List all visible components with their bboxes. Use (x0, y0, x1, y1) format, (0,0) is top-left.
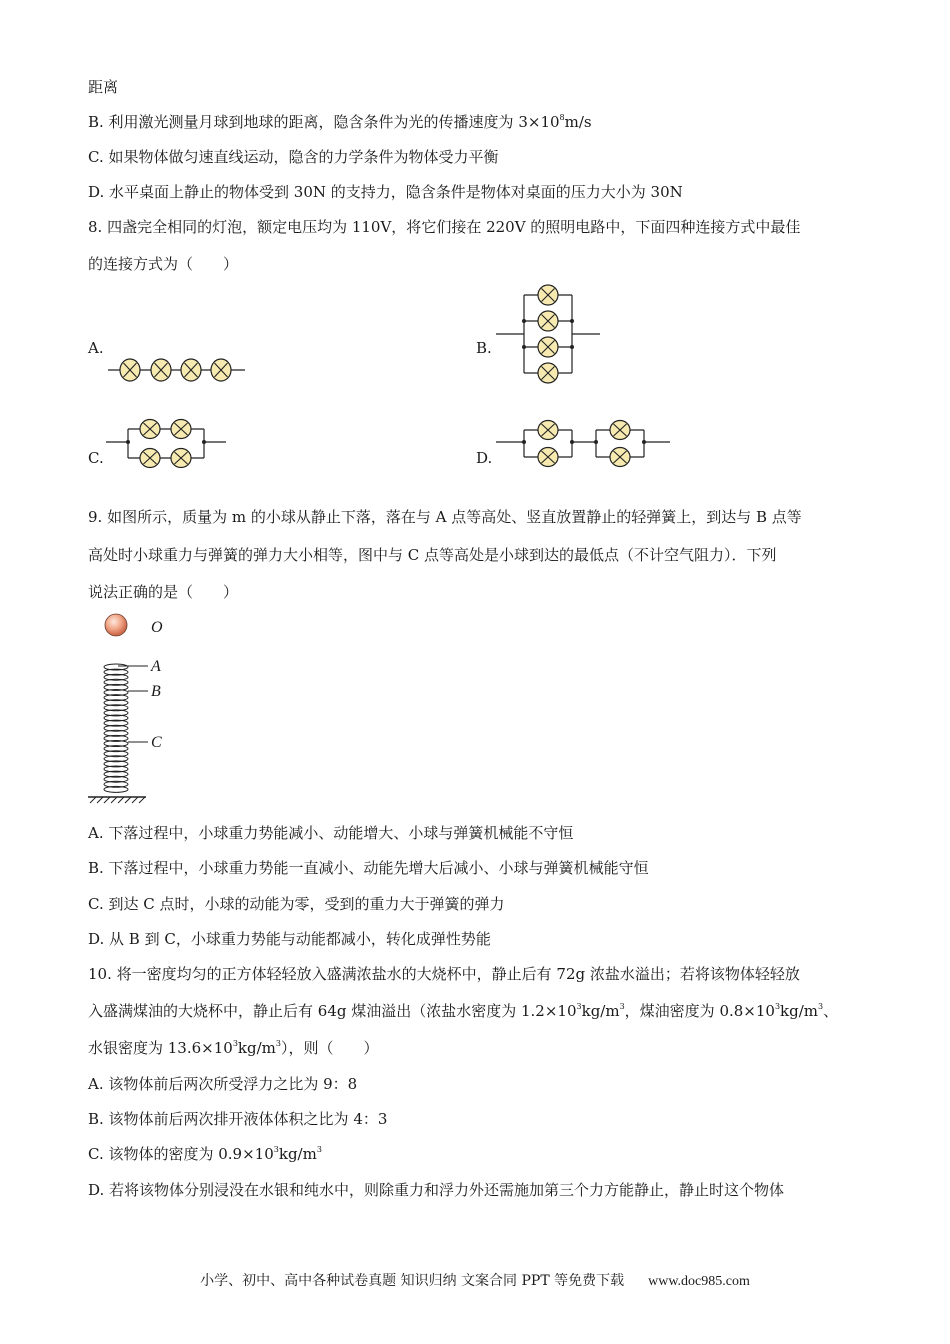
bulb-icon (211, 359, 231, 381)
circuit-a-series (100, 352, 250, 388)
q8-option-a-label: A. (88, 339, 104, 357)
bulb-icon (610, 421, 630, 440)
q10-line2-text-1: 入盛满煤油的大烧杯中，静止后有 64g 煤油溢出（浓盐水密度为 1.2×10 (88, 1002, 577, 1020)
bulb-icon (140, 420, 160, 439)
q7-option-b-text: B. 利用激光测量月球到地球的距离，隐含条件为光的传播速度为 3×10 (88, 113, 560, 131)
q10-line2-text-2: kg/m (581, 1002, 620, 1020)
bulb-icon (120, 359, 140, 381)
q9-option-d: D. 从 B 到 C，小球重力势能与动能都减小，转化成弹性势能 (88, 930, 491, 948)
q8-stem-line2: 的连接方式为（ ） (88, 255, 239, 273)
q10-option-c (88, 1144, 322, 1164)
bulb-icon (538, 448, 558, 467)
q10-line2-text-5: 、 (823, 1002, 839, 1020)
q8-option-d-label: D. (476, 449, 493, 467)
bulb-icon (171, 449, 191, 468)
spring-ball-figure (84, 608, 194, 808)
q10-line3-sup-2: 3 (275, 1039, 281, 1048)
q10-stem-line2 (88, 1001, 838, 1021)
q10-line3-text-2: kg/m (237, 1039, 276, 1057)
bulb-icon (140, 449, 160, 468)
q10-line2-sup-1: 3 (576, 1002, 582, 1011)
ground-hatch (90, 797, 145, 803)
q7-option-d: D. 水平桌面上静止的物体受到 30N 的支持力，隐含条件是物体对桌面的压力大小为 30N (88, 183, 683, 201)
spring-icon (104, 664, 128, 792)
label-b: B (151, 683, 161, 700)
q8-option-b-label: B. (476, 339, 492, 357)
bulb-icon (181, 359, 201, 381)
q7-option-b (88, 112, 592, 132)
circuit-c-series-parallel (104, 418, 230, 468)
footer-text: 小学、初中、高中各种试卷真题 知识归纳 文案合同 PPT 等免费下载 (200, 1273, 625, 1289)
q9-option-a: A. 下落过程中，小球重力势能减小、动能增大、小球与弹簧机械能不守恒 (88, 824, 574, 842)
q7-line-continued: 距离 (88, 78, 119, 96)
q10-line3-text-1: 水银密度为 13.6×10 (88, 1039, 233, 1057)
q10-option-c-sup-1: 3 (273, 1145, 279, 1154)
q8-stem-line1: 8. 四盏完全相同的灯泡，额定电压均为 110V，将它们接在 220V 的照明电路中，下面四种连接方式中最佳 (88, 218, 801, 236)
q10-option-a: A. 该物体前后两次所受浮力之比为 9：8 (88, 1075, 358, 1093)
bulb-icon (538, 311, 558, 331)
q10-stem-line1: 10. 将一密度均匀的正方体轻轻放入盛满浓盐水的大烧杯中，静止后有 72g 浓盐水溢出；若将该物体轻轻放 (88, 965, 800, 983)
label-o: O (151, 619, 163, 636)
q10-option-c-unit: kg/m (278, 1145, 317, 1163)
q10-option-c-sup-2: 3 (316, 1145, 322, 1154)
q10-option-c-text: C. 该物体的密度为 0.9×10 (88, 1145, 274, 1163)
q10-line2-sup-4: 3 (818, 1002, 824, 1011)
footer-url[interactable]: www.doc985.com (648, 1274, 750, 1289)
bulb-icon (171, 420, 191, 439)
q10-line3-text-3: ），则（ ） (280, 1039, 379, 1057)
circuit-d-parallel-series (494, 418, 672, 468)
q10-line2-text-4: kg/m (780, 1002, 819, 1020)
q9-stem-line2: 高处时小球重力与弹簧的弹力大小相等，图中与 C 点等高处是小球到达的最低点（不计空气阻力）．下列 (88, 546, 777, 564)
q7-option-b-sup: 8 (559, 113, 565, 122)
bulb-icon (538, 363, 558, 383)
circuit-b-parallel (494, 282, 604, 386)
label-c: C (151, 734, 162, 751)
bulb-icon (538, 421, 558, 440)
bulb-icon (538, 285, 558, 305)
q10-stem-line3 (88, 1038, 379, 1058)
ball-icon (105, 614, 127, 636)
q9-option-b: B. 下落过程中，小球重力势能一直减小、动能先增大后减小、小球与弹簧机械能守恒 (88, 859, 649, 877)
page-footer (0, 1270, 950, 1290)
label-a: A (151, 658, 161, 675)
q10-line3-sup-1: 3 (232, 1039, 238, 1048)
q9-stem-line3: 说法正确的是（ ） (88, 583, 239, 601)
q10-line2-sup-3: 3 (774, 1002, 781, 1011)
q10-line2-text-3: ，煤油密度为 0.8×10 (624, 1002, 775, 1020)
bulb-icon (151, 359, 171, 381)
q8-option-c-label: C. (88, 449, 104, 467)
q10-option-d: D. 若将该物体分别浸没在水银和纯水中，则除重力和浮力外还需施加第三个力方能静止，静止时这个物体 (88, 1181, 785, 1199)
q7-option-c: C. 如果物体做匀速直线运动，隐含的力学条件为物体受力平衡 (88, 148, 499, 166)
q7-option-b-unit: m/s (564, 113, 592, 131)
bulb-icon (610, 448, 630, 467)
q9-option-c: C. 到达 C 点时，小球的动能为零，受到的重力大于弹簧的弹力 (88, 895, 505, 913)
q9-stem-line1: 9. 如图所示，质量为 m 的小球从静止下落，落在与 A 点等高处、竖直放置静止的轻弹簧上，到达与 B 点等 (88, 508, 802, 526)
q10-option-b: B. 该物体前后两次排开液体体积之比为 4：3 (88, 1110, 388, 1128)
bulb-icon (538, 337, 558, 357)
q10-line2-sup-2: 3 (619, 1002, 625, 1011)
